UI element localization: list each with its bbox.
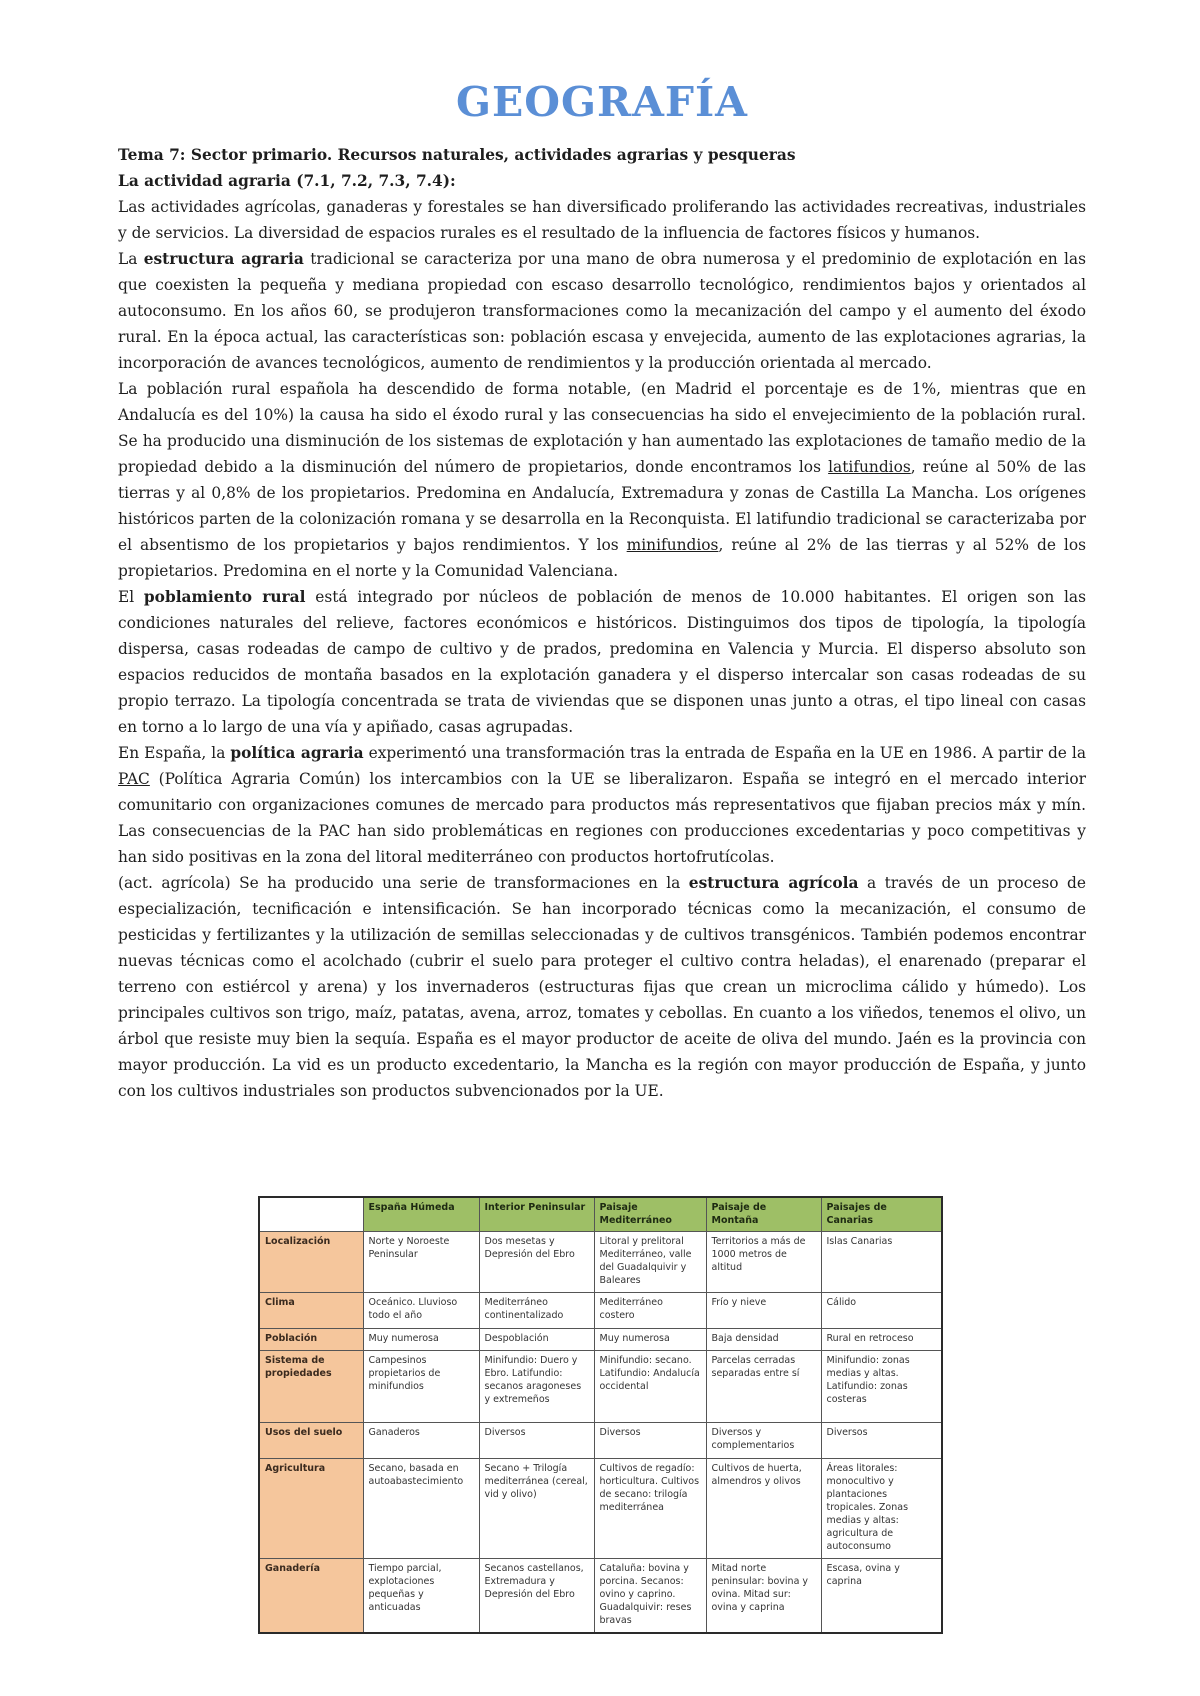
paisajes-agrarios-table — [258, 1196, 943, 1634]
table-cell: Mitad norte peninsular: bovina y ovina. Mitad sur: ovina y caprina — [706, 1559, 821, 1634]
text-span: El — [118, 588, 144, 606]
table-row-label: Sistema de propiedades — [259, 1351, 363, 1423]
table-cell: Minifundio: zonas medias y altas. Latifundio: zonas costeras — [821, 1351, 942, 1423]
table-row-label: Ganadería — [259, 1559, 363, 1634]
table-cell: Norte y Noroeste Peninsular — [363, 1232, 479, 1293]
table-header-row — [259, 1197, 942, 1232]
underlined-term-minifundios: minifundios — [626, 536, 719, 554]
paragraph-poblamiento-rural — [118, 584, 1086, 740]
paragraph-intro: Las actividades agrícolas, ganaderas y forestales se han diversificado proliferando las actividades recreativas, industriales y de servicios. La diversidad de espacios rurales es el resultado de la influencia de factores físicos y humanos. — [118, 198, 1086, 242]
table-cell: Cultivos de regadío: horticultura. Cultivos de secano: trilogía mediterránea — [594, 1459, 706, 1559]
table-cell: Minifundio: secano. Latifundio: Andalucía occidental — [594, 1351, 706, 1423]
table-cell: Diversos — [479, 1423, 594, 1459]
bold-term-politica-agraria: política agraria — [230, 744, 364, 762]
table-cell: Rural en retroceso — [821, 1329, 942, 1351]
table-row-label: Población — [259, 1329, 363, 1351]
table-cell: Cataluña: bovina y porcina. Secanos: ovino y caprino. Guadalquivir: reses bravas — [594, 1559, 706, 1634]
table-cell: Frío y nieve — [706, 1293, 821, 1329]
text-span: En España, la — [118, 744, 231, 762]
text-span: está integrado por núcleos de población de menos de 10.000 habitantes. El origen son las condiciones naturales del relieve, factores económicos e históricos. Distinguimos dos tipos de tipología, la tipología dispersa, casas rodeadas de campo de cultivo y de prados, predomina en Valencia y Murcia. El disperso absoluto son espacios reducidos de montaña basados en la explotación ganadera y el disperso intercalar son casas rodeadas de su propio terrazo. La tipología concentrada se trata de viviendas que se disponen unas junto a otras, el tipo lineal con casas en torno a lo largo de una vía y apiñado, casas agrupadas. — [118, 588, 1086, 736]
table-row-label: Usos del suelo — [259, 1423, 363, 1459]
table-header-cell: España Húmeda — [363, 1197, 479, 1232]
table-cell: Cultivos de huerta, almendros y olivos — [706, 1459, 821, 1559]
text-span: (Política Agraria Común) los intercambios con la UE se liberalizaron. España se integró en el mercado interior comunitario con organizaciones comunes de mercado para productos más representativos que fijaban precios máx y mín. Las consecuencias de la PAC han sido problemáticas en regiones con producciones excedentarias y poco competitivas y han sido positivas en la zona del litoral mediterráneo con productos hortofrutícolas. — [118, 770, 1086, 866]
paragraph-politica-agraria — [118, 740, 1086, 870]
text-span: La — [118, 250, 144, 268]
table-cell: Áreas litorales: monocultivo y plantaciones tropicales. Zonas medias y altas: agricultura de autoconsumo — [821, 1459, 942, 1559]
table-row-label: Localización — [259, 1232, 363, 1293]
table-cell: Territorios a más de 1000 metros de altitud — [706, 1232, 821, 1293]
table-row — [259, 1423, 942, 1459]
bold-term-estructura-agricola: estructura agrícola — [688, 874, 859, 892]
table-row — [259, 1459, 942, 1559]
table-cell: Diversos — [821, 1423, 942, 1459]
table-cell: Mediterráneo continentalizado — [479, 1293, 594, 1329]
bold-term-estructura-agraria: estructura agraria — [143, 250, 304, 268]
table-cell: Muy numerosa — [363, 1329, 479, 1351]
table-cell: Dos mesetas y Depresión del Ebro — [479, 1232, 594, 1293]
table-row — [259, 1559, 942, 1634]
text-span: a través de un proceso de especialización, tecnificación e intensificación. Se han incorporado técnicas como la mecanización, el consumo de pesticidas y fertilizantes y la utilización de semillas seleccionadas y de cultivos transgénicos. También podemos encontrar nuevas técnicas como el acolchado (cubrir el suelo para proteger el cultivo contra heladas), el enarenado (preparar el terreno con estiércol y arena) y los invernaderos (estructuras fijas que crean un microclima cálido y húmedo). Los principales cultivos son trigo, maíz, patatas, avena, arroz, tomates y cebollas. En cuanto a los viñedos, tenemos el olivo, un árbol que resiste muy bien la sequía. España es el mayor productor de aceite de oliva del mundo. Jaén es la provincia con mayor producción. La vid es un producto excedentario, la Mancha es la región con mayor producción de España, y junto con los cultivos industriales son productos subvencionados por la UE. — [118, 874, 1086, 1100]
table-corner-cell — [259, 1197, 363, 1232]
table-cell: Mediterráneo costero — [594, 1293, 706, 1329]
table-cell: Litoral y prelitoral Mediterráneo, valle del Guadalquivir y Baleares — [594, 1232, 706, 1293]
table-cell: Baja densidad — [706, 1329, 821, 1351]
paragraph-poblacion-rural — [118, 376, 1086, 584]
table-cell: Secano, basada en autoabastecimiento — [363, 1459, 479, 1559]
table-cell: Muy numerosa — [594, 1329, 706, 1351]
document-body — [118, 142, 1086, 1104]
underlined-term-pac: PAC — [118, 770, 150, 788]
text-span: tradicional se caracteriza por una mano de obra numerosa y el predominio de explotación en las que coexisten la pequeña y mediana propiedad con escaso desarrollo tecnológico, rendimientos bajos y orientados al autoconsumo. En los años 60, se produjeron transformaciones como la mecanización del campo y el aumento del éxodo rural. En la época actual, las características son: población escasa y envejecida, aumento de las explotaciones agrarias, la incorporación de avances tecnológicos, aumento de rendimientos y la producción orientada al mercado. — [118, 250, 1086, 372]
underlined-term-latifundios: latifundios — [828, 458, 911, 476]
table-row-label: Agricultura — [259, 1459, 363, 1559]
table-header-cell: Paisaje Mediterráneo — [594, 1197, 706, 1232]
table-header-cell: Paisajes de Canarias — [821, 1197, 942, 1232]
page-title: GEOGRAFÍA — [456, 78, 748, 126]
paragraph-estructura-agricola — [118, 870, 1086, 1104]
table-cell: Parcelas cerradas separadas entre sí — [706, 1351, 821, 1423]
text-span: , reúne al 50% de las tierras y al 0,8% de los propietarios. Predomina en Andalucía, Extremadura y zonas de Castilla La Mancha. Los orígenes históricos parten de la colonización romana y se desarrolla en la Reconquista. El latifundio tradicional se caracterizaba por el absentismo de los propietarios y bajos rendimientos. Y los — [118, 458, 1086, 554]
table-row — [259, 1232, 942, 1293]
table-cell: Islas Canarias — [821, 1232, 942, 1293]
table-cell: Minifundio: Duero y Ebro. Latifundio: secanos aragoneses y extremeños — [479, 1351, 594, 1423]
document-page — [118, 78, 1086, 1104]
text-span: La población rural española ha descendido de forma notable, (en Madrid el porcentaje es de 1%, mientras que en Andalucía es del 10%) la causa ha sido el éxodo rural y las consecuencias ha sido el envejecimiento de la población rural. Se ha producido una disminución de los sistemas de explotación y han aumentado las explotaciones de tamaño medio de la propiedad debido a la disminución del número de propietarios, donde encontramos los — [118, 380, 1086, 476]
table-cell: Diversos — [594, 1423, 706, 1459]
section-heading: La actividad agraria (7.1, 7.2, 7.3, 7.4): — [118, 172, 456, 190]
table-cell: Despoblación — [479, 1329, 594, 1351]
table-row — [259, 1293, 942, 1329]
table-cell: Cálido — [821, 1293, 942, 1329]
text-span: experimentó una transformación tras la entrada de España en la UE en 1986. A partir de la — [363, 744, 1087, 762]
table-cell: Ganaderos — [363, 1423, 479, 1459]
text-span: (act. agrícola) Se ha producido una serie de transformaciones en la — [118, 874, 689, 892]
table-row — [259, 1351, 942, 1423]
table-row-label: Clima — [259, 1293, 363, 1329]
table-header-cell: Interior Peninsular — [479, 1197, 594, 1232]
bold-term-poblamiento-rural: poblamiento rural — [143, 588, 306, 606]
text-span: , reúne al 2% de las tierras y al 52% de los propietarios. Predomina en el norte y la Comunidad Valenciana. — [118, 536, 1086, 580]
table-cell: Secano + Trilogía mediterránea (cereal, vid y olivo) — [479, 1459, 594, 1559]
table-cell: Tiempo parcial, explotaciones pequeñas y anticuadas — [363, 1559, 479, 1634]
table-row — [259, 1329, 942, 1351]
table-cell: Oceánico. Lluvioso todo el año — [363, 1293, 479, 1329]
table-cell: Campesinos propietarios de minifundios — [363, 1351, 479, 1423]
table-cell: Escasa, ovina y caprina — [821, 1559, 942, 1634]
table-cell: Diversos y complementarios — [706, 1423, 821, 1459]
paragraph-estructura-agraria — [118, 246, 1086, 376]
table-header-cell: Paisaje de Montaña — [706, 1197, 821, 1232]
tema-heading: Tema 7: Sector primario. Recursos naturales, actividades agrarias y pesqueras — [118, 146, 796, 164]
table-cell: Secanos castellanos, Extremadura y Depresión del Ebro — [479, 1559, 594, 1634]
